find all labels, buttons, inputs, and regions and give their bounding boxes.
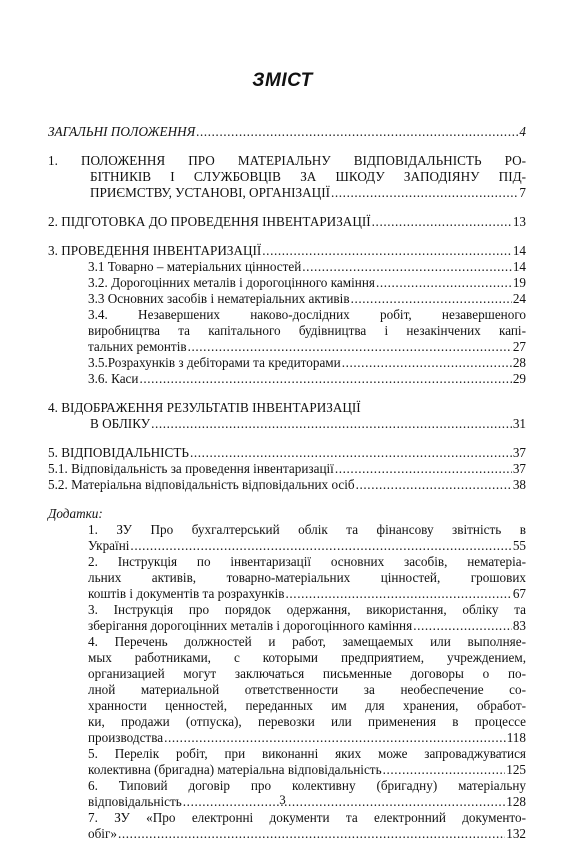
toc-entry-appendix-5[interactable] xyxy=(48,746,526,778)
toc-page-number: 28 xyxy=(512,355,526,370)
toc-page-number: 125 xyxy=(506,762,526,777)
toc-entry-line: 3.4. Незавершених наково-дослідних робіт, незавершеного xyxy=(88,307,526,322)
toc-entry-line: мых работниками, с которыми предприятием, учреждением, xyxy=(88,650,526,665)
dot-leader xyxy=(356,477,512,493)
toc-page-number: 37 xyxy=(512,445,526,460)
dot-leader xyxy=(151,416,512,432)
dot-leader xyxy=(196,124,518,140)
toc-page-number: 7 xyxy=(519,185,526,200)
toc-entry-section-3[interactable] xyxy=(48,243,526,259)
toc-entry-line: ПРИЄМСТВУ, УСТАНОВІ, ОРГАНІЗАЦІЇ xyxy=(90,185,330,200)
toc-entry-line: 1. ЗУ Про бухгалтерський облік та фінансову звітність в xyxy=(88,522,526,537)
toc-entry-text: 2. ПІДГОТОВКА ДО ПРОВЕДЕННЯ ІНВЕНТАРИЗАЦІЇ xyxy=(48,214,371,229)
dot-leader xyxy=(139,371,511,387)
toc-page-number: 118 xyxy=(506,730,526,745)
toc-entry-line: 4. Перечень должностей и работ, замещаемых или выполняе- xyxy=(88,634,526,649)
toc-entry-line: 4. ВІДОБРАЖЕННЯ РЕЗУЛЬТАТІВ ІНВЕНТАРИЗАЦІЇ xyxy=(48,400,361,415)
toc-entry-section-5-1[interactable] xyxy=(48,461,526,477)
dot-leader xyxy=(335,461,512,477)
toc-entry-line: 2. Інструкція по інвентаризації основних засобів, нематеріа- xyxy=(88,554,526,569)
toc-page-number: 31 xyxy=(512,416,526,431)
toc-entry-text: 3.5.Розрахунків з дебіторами та кредиторами xyxy=(88,355,341,370)
dot-leader xyxy=(286,586,512,602)
toc-page-number: 14 xyxy=(512,243,526,258)
dot-leader xyxy=(190,445,512,461)
toc-entry-line: лной материальной ответственности за необеспечение со- xyxy=(88,682,526,697)
dot-leader xyxy=(118,826,505,842)
toc-page-number: 55 xyxy=(512,538,526,553)
toc-entry-text: 5.1. Відповідальність за проведення інвентаризації xyxy=(48,461,334,476)
toc-entry-text: ЗАГАЛЬНІ ПОЛОЖЕННЯ xyxy=(48,124,196,139)
toc-entry-line: 6. Типовий договір про колективну (бригадну) матеріальну xyxy=(88,778,526,793)
toc-entry-text: 5.2. Матеріальна відповідальність відповідальних осіб xyxy=(48,477,355,492)
toc-entry-line: виробництва та капітального будівництва і незакінчених капі- xyxy=(88,323,526,338)
toc-entry-line: 7. ЗУ «Про електронні документи та електронний документо- xyxy=(88,810,526,825)
toc-page-number: 37 xyxy=(512,461,526,476)
toc-entry-text: 3.6. Каси xyxy=(88,371,139,386)
dot-leader xyxy=(342,355,512,371)
page-number: 3 xyxy=(279,792,286,807)
dot-leader xyxy=(331,185,518,201)
toc-page-number: 29 xyxy=(512,371,526,386)
toc-entry-line: В ОБЛІКУ xyxy=(90,416,151,431)
dot-leader xyxy=(351,291,512,307)
toc-entry-line: БІТНИКІВ І СЛУЖБОВЦІВ ЗА ШКОДУ ЗАПОДІЯНУ ПІД- xyxy=(90,169,526,184)
toc-entry-line: зберігання дорогоцінних металів і дорогоцінного каміння xyxy=(88,618,413,633)
toc-entry-line: відповідальність xyxy=(88,794,182,809)
toc-entry-section-3-5[interactable] xyxy=(48,355,526,371)
toc-entry-line: колективна (бригадна) матеріальна відповідальність xyxy=(88,762,382,777)
toc-page-number: 128 xyxy=(506,794,526,809)
dot-leader xyxy=(164,730,506,746)
dot-leader xyxy=(383,762,506,778)
toc-entry-appendix-4[interactable] xyxy=(48,634,526,746)
toc-entry-section-2[interactable] xyxy=(48,214,526,230)
toc-entry-section-3-2[interactable] xyxy=(48,275,526,291)
toc-page-number: 4 xyxy=(519,124,526,139)
toc-entry-line: обіг» xyxy=(88,826,117,841)
toc-entry-line: ки, продажи (отпуска), перевозки или применения в процессе xyxy=(88,714,526,729)
dot-leader xyxy=(262,243,512,259)
dot-leader xyxy=(413,618,512,634)
toc-page-number: 14 xyxy=(512,259,526,274)
toc-page-number: 24 xyxy=(512,291,526,306)
toc-page-number: 13 xyxy=(512,214,526,229)
dot-leader xyxy=(376,275,512,291)
toc-entry-section-1[interactable] xyxy=(48,153,526,201)
toc-entry-text: 3. ПРОВЕДЕННЯ ІНВЕНТАРИЗАЦІЇ xyxy=(48,243,262,258)
toc-page-number: 67 xyxy=(512,586,526,601)
appendix-label: Додатки: xyxy=(48,506,103,521)
toc-entry-text: 5. ВІДПОВІДАЛЬНІСТЬ xyxy=(48,445,189,460)
dot-leader xyxy=(372,214,512,230)
toc-entry-section-4[interactable] xyxy=(48,400,526,432)
toc-entry-line: Україні xyxy=(88,538,130,553)
toc-entry-section-3-1[interactable] xyxy=(48,259,526,275)
toc-page-number: 38 xyxy=(512,477,526,492)
toc-entry-section-3-4[interactable] xyxy=(48,307,526,355)
toc-entry-appendix-1[interactable] xyxy=(48,522,526,554)
toc-entry-line: льних активів, товарно-матеріальних цінностей, грошових xyxy=(88,570,526,585)
toc-entry-section-5-2[interactable] xyxy=(48,477,526,493)
toc-page-number: 132 xyxy=(506,826,526,841)
toc-entry-general[interactable] xyxy=(48,124,526,140)
toc-entry-appendix-7[interactable] xyxy=(48,810,526,842)
toc-entry-section-3-3[interactable] xyxy=(48,291,526,307)
toc-page-number: 83 xyxy=(512,618,526,633)
toc-page-number: 27 xyxy=(512,339,526,354)
toc-entry-appendix-3[interactable] xyxy=(48,602,526,634)
toc-page-number: 19 xyxy=(512,275,526,290)
toc-entry-line: тальних ремонтів xyxy=(88,339,187,354)
dot-leader xyxy=(302,259,512,275)
toc-entry-section-5[interactable] xyxy=(48,445,526,461)
toc-entry-text: 3.1 Товарно – матеріальних цінностей xyxy=(88,259,302,274)
dot-leader xyxy=(130,538,511,554)
table-of-contents xyxy=(48,124,526,842)
toc-entry-line: 3. Інструкція про порядок одержання, використання, обліку та xyxy=(88,602,526,617)
toc-entry-text: 3.2. Дорогоцінних металів і дорогоцінного каміння xyxy=(88,275,375,290)
toc-entry-section-3-6[interactable] xyxy=(48,371,526,387)
toc-entry-appendix-2[interactable] xyxy=(48,554,526,602)
toc-entry-text: 3.3 Основних засобів і нематеріальних активів xyxy=(88,291,350,306)
toc-entry-line: организацией могут заключаться письменные договоры о по- xyxy=(88,666,526,681)
page-title: ЗМІСТ xyxy=(252,70,313,91)
toc-entry-line: хранности ценностей, переданных им для хранения, обработ- xyxy=(88,698,526,713)
dot-leader xyxy=(188,339,512,355)
toc-entry-line: коштів і документів та розрахунків xyxy=(88,586,285,601)
toc-entry-line: 1. ПОЛОЖЕННЯ ПРО МАТЕРІАЛЬНУ ВІДПОВІДАЛЬНІСТЬ РО- xyxy=(48,153,526,168)
toc-entry-line: 5. Перелік робіт, при виконанні яких може запроваджуватися xyxy=(88,746,526,761)
toc-entry-line: производства xyxy=(88,730,164,745)
